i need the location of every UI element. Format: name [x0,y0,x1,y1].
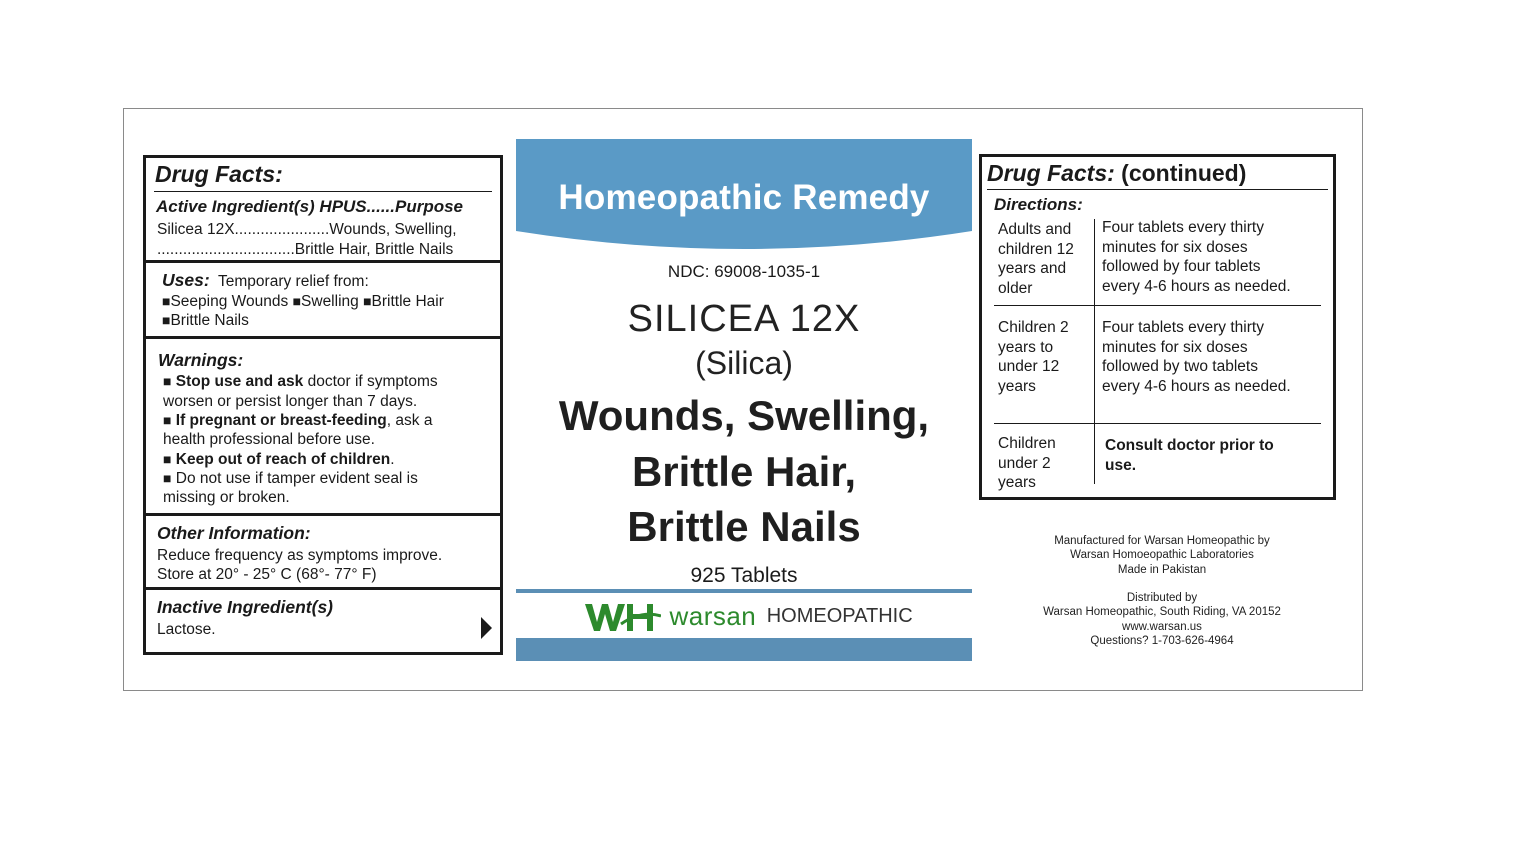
uses-item: Swelling [301,293,359,310]
distributor-line: Warsan Homeopathic, South Riding, VA 20152 [1043,606,1281,619]
uses-label: Uses: [162,270,210,290]
dose-line: every 4-6 hours as needed. [1102,277,1291,295]
uses-box [143,263,503,339]
warning-1-text: doctor if symptoms [307,373,438,390]
drug-facts-title: Drug Facts: [155,161,283,187]
uses-list-row-1 [162,292,444,312]
row-divider [994,305,1321,306]
maker-line: Warsan Homoeopathic Laboratories [1070,549,1254,562]
age-line: years [998,474,1036,491]
warning-3-text: . [390,451,395,468]
wh-logo-icon [585,602,661,632]
title-divider [154,191,492,192]
directions-box [979,154,1336,500]
divider-bar [516,589,972,593]
age-group-children-2-12 [998,318,1069,396]
warning-4 [163,469,418,489]
bullet-square-icon: ■ [363,293,372,309]
indication-line: Brittle Hair, [631,447,857,495]
dose-line: followed by four tablets [1102,258,1261,275]
directions-title-rest: (continued) [1114,160,1247,186]
age-line: children 12 [998,240,1074,258]
warning-2 [163,411,432,431]
dose-line: minutes for six doses [1102,338,1248,356]
directions-title [987,160,1246,187]
bullet-square-icon: ■ [163,470,172,486]
indication-line: Wounds, Swelling, [558,392,930,439]
ndc-number: NDC: 69008-1035-1 [667,262,821,281]
banner-title: Homeopathic Remedy [558,178,930,217]
maker-line: Manufactured for Warsan Homeopathic by [1054,535,1270,547]
age-line: under 12 [998,358,1060,375]
age-line: years to [998,338,1054,356]
dose-line: minutes for six doses [1102,238,1248,256]
inactive-ingredients-value: Lactose. [157,621,216,638]
inactive-ingredients-box [143,590,503,655]
other-information-line-1: Reduce frequency as symptoms improve. [157,547,443,564]
indication [516,388,972,555]
uses-item: Brittle Nails [170,312,249,329]
brand-logo [585,601,913,632]
drug-facts-active-box [143,155,503,263]
maker-line: Made in Pakistan [1117,563,1207,576]
bullet-square-icon: ■ [163,451,172,467]
age-line: years and [998,260,1067,277]
active-ingredient-heading: Active Ingredient(s) HPUS......Purpose [156,197,464,216]
other-information-label: Other Information: [157,523,311,543]
dose-line: Consult doctor prior to [1105,437,1274,454]
bottom-bar [516,638,972,661]
warning-3 [163,450,395,470]
dose-adults [1102,218,1291,296]
dose-line: use. [1105,456,1137,474]
dose-children-2-12 [1102,318,1291,396]
warning-2-text: , ask a [386,412,433,429]
warning-1 [163,372,438,392]
distributor-phone: Questions? 1-703-626-4964 [1090,634,1234,647]
uses-intro [162,271,369,292]
tablet-count: 925 Tablets [690,564,798,587]
other-information-box [143,516,503,590]
directions-label: Directions: [994,195,1083,214]
age-line: Children 2 [998,319,1069,336]
age-group-under-2 [998,434,1056,493]
bullet-square-icon: ■ [163,373,172,389]
dose-line: Four tablets every thirty [1102,319,1264,336]
product-subtitle: (Silica) [695,345,793,381]
uses-item: Brittle Hair [371,293,444,310]
warning-3-bold: Keep out of reach of children [175,451,391,468]
inactive-ingredients-label: Inactive Ingredient(s) [157,597,334,617]
dose-line: Four tablets every thirty [1102,219,1264,236]
indication-line: Brittle Nails [627,503,861,550]
uses-intro-text: Temporary relief from: [218,273,369,290]
warnings-label: Warnings: [158,350,244,370]
bullet-square-icon: ■ [162,293,171,309]
age-line: years [998,377,1036,395]
product-name: SILICEA 12X [627,298,861,340]
active-ingredient-line-2: ................................Brittle Hair, Brittle Nails [157,241,454,258]
age-line: older [998,279,1033,297]
warning-2-line-2: health professional before use. [163,431,375,448]
age-line: Children [998,435,1056,452]
title-divider [987,189,1328,190]
column-divider [1094,219,1095,484]
row-divider [994,423,1321,424]
brand-tagline: HOMEOPATHIC [766,605,913,627]
brand-name: warsan [669,601,757,631]
dose-under-2 [1105,436,1274,475]
warning-1-line-2: worsen or persist longer than 7 days. [163,393,418,410]
manufacturer-info [1000,534,1324,577]
dose-line: every 4-6 hours as needed. [1102,377,1291,395]
age-line: under 2 [998,454,1051,472]
warning-4-text: Do not use if tamper evident seal is [175,470,418,487]
bullet-square-icon: ■ [162,312,171,328]
bullet-square-icon: ■ [292,293,302,309]
distributor-line: Distributed by [1126,592,1198,604]
arrow-right-icon [481,617,492,639]
active-ingredient-line-1: Silicea 12X......................Wounds, Swelling, [157,221,457,238]
other-information-line-2: Store at 20° - 25° C (68°- 77° F) [157,566,377,583]
warning-4-line-2: missing or broken. [163,489,290,506]
distributor-info [1000,591,1324,648]
warning-2-bold: If pregnant or breast-feeding [175,412,387,429]
warnings-box [143,339,503,516]
dose-line: followed by two tablets [1102,358,1258,375]
uses-list-row-2 [162,311,249,331]
directions-title-italic: Drug Facts: [987,160,1115,186]
distributor-website: www.warsan.us [1122,620,1202,633]
warning-1-bold: Stop use and ask [175,373,304,390]
bullet-square-icon: ■ [163,412,172,428]
age-line: Adults and [998,221,1072,238]
age-group-adults [998,220,1074,298]
uses-item: Seeping Wounds [170,293,289,310]
